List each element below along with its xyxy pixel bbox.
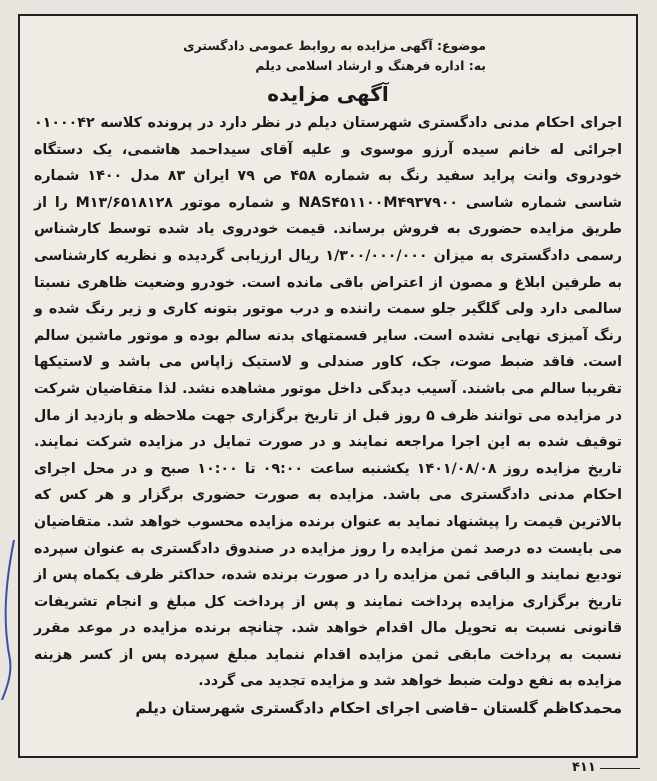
- signature-line: محمدکاظم گلستان –قاضی اجرای احکام دادگستری شهرستان دیلم: [135, 699, 622, 718]
- footer-rule: [600, 768, 640, 769]
- subject-header: [20, 16, 636, 76]
- footer-number: ۴۱۱: [572, 760, 596, 775]
- recipient-line: به: اداره فرهنگ و ارشاد اسلامی دیلم: [255, 58, 486, 73]
- blue-pen-mark: [0, 540, 18, 700]
- body-paragraph: اجرای احکام مدنی دادگستری شهرستان دیلم در نظر دارد در پرونده کلاسه ۰۱۰۰۰۴۲ اجرائی له خانم سیده آرزو موسوی و علیه آقای سیداحمد هاشمی، یک دستگاه خودروی وانت پراید سفید رنگ به شماره ۴۵۸ ص ۷۹ ایران ۸۳ مدل ۱۴۰۰ شماره شاسی شماره شاسی NAS۴۵۱۱۰۰M۴۹۳۷۹۰۰ و شماره موتور M۱۳/۶۵۱۸۱۲۸ را از طریق مزایده حضوری به فروش برساند. قیمت خودروی یاد شده توسط کارشناس رسمی دادگستری به میزان ۱/۳۰۰/۰۰۰/۰۰۰ ریال ارزیابی گردیده و نظریه کارشناسی به طرفین ابلاغ و مصون از اعتراض باقی مانده است. خودرو وضعیت ظاهری نسبتا سالمی دارد ولی گلگیر جلو سمت راننده و درب موتور بتونه کاری و زیر رنگ شده و رنگ آمیزی نهایی نشده است. سایر قسمتهای بدنه سالم بوده و موتور ماشین سالم است. فاقد ضبط صوت، جک، کاور صندلی و لاستیک زاپاس می باشد و لاستیکها تقریبا سالم می باشند. آسیب دیدگی داخل موتور مشاهده نشد. لذا متقاضیان شرکت در مزایده می توانند ظرف ۵ روز قبل از تاریخ برگزاری جهت ملاحظه و بازدید از مال توقیف شده به این اجرا مراجعه نمایند و در صورت تمایل در مزایده شرکت نمایند. تاریخ مزایده روز ۱۴۰۱/۰۸/۰۸ یکشنبه ساعت ۰۹:۰۰ تا ۱۰:۰۰ صبح و در محل اجرای احکام مدنی دادگستری می باشد. مزایده به صورت حضوری برگزار و هر کس که بالاترین قیمت را پیشنهاد نماید به عنوان برنده مزایده محسوب خواهد شد. متقاضیان می بایست ده درصد ثمن مزایده را روز مزایده در صندوق دادگستری به عنوان سپرده تودیع نمایند و الباقی ثمن مزایده را در صورت برنده شده، حداکثر ظرف یکماه پس از تاریخ برگزاری مزایده پرداخت نمایند و پس از پرداخت کل مبلغ و انجام تشریفات قانونی نسبت به تحویل مال اقدام خواهد شد. چنانچه برنده مزایده در موعد مقرر نسبت به پرداخت مابقی ثمن مزایده اقدام ننماید مبلغ سپرده پس از کسر هزینه مزایده به نفع دولت ضبط خواهد شد و مزایده تجدید می گردد.: [34, 115, 623, 690]
- notice-title: آگهی مزایده: [267, 82, 389, 106]
- subject-line: موضوع: آگهی مزایده به روابط عمومی دادگستری: [183, 38, 486, 53]
- notice-body: [20, 110, 636, 695]
- notice-box: [18, 14, 638, 758]
